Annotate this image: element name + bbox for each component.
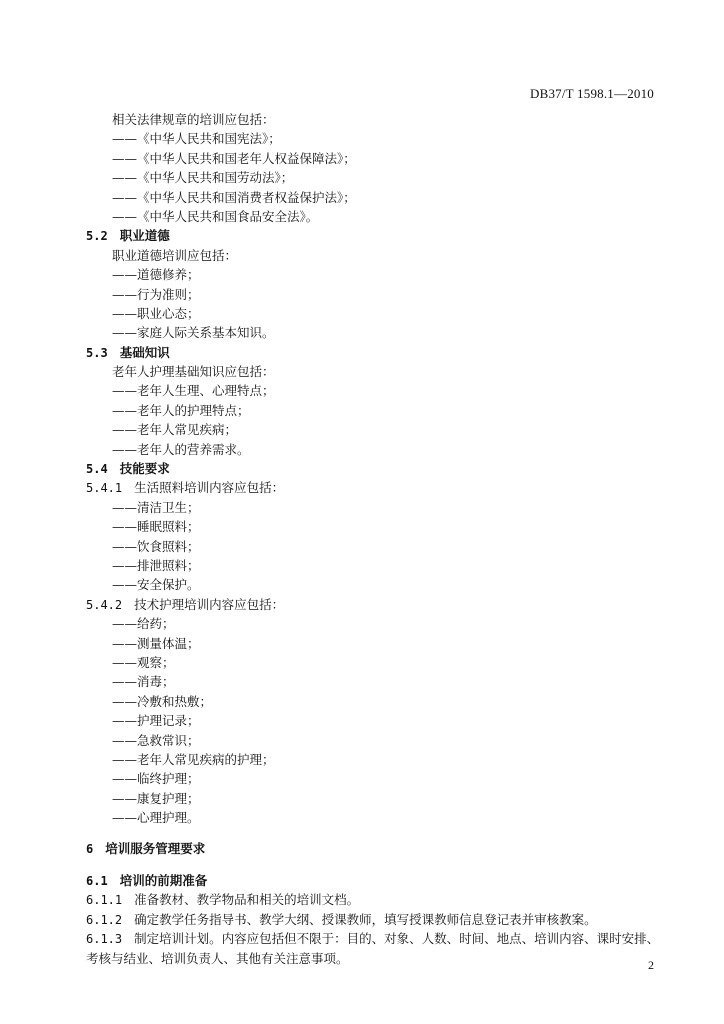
section-number: 6.1.3 [86,932,123,947]
list-item: ——《中华人民共和国食品安全法》。 [112,208,319,224]
subsection-6-1-1 [86,890,666,909]
section-number: 6.1.2 [86,912,123,927]
subsection-5-4-1 [86,478,666,497]
list-item: ——睡眠照料； [112,519,200,535]
spacer [86,827,666,839]
list-item: ——清洁卫生； [112,499,200,515]
list-item: ——《中华人民共和国宪法》； [112,131,281,147]
subsection-text: 生活照料培训内容应包括： [134,480,285,496]
spacer [86,859,666,871]
list-item: ——康复护理； [112,790,200,806]
section-title: 培训服务管理要求 [105,841,206,857]
list-item: ——行为准则； [112,286,200,302]
list-item: ——饮食照料； [112,538,200,554]
list-item: ——安全保护。 [112,577,200,593]
list-item: ——护理记录； [112,713,200,729]
section-number: 6.1 [86,873,108,888]
section-heading-6-1 [86,871,666,890]
subsection-5-4-2 [86,595,666,614]
subsection-text: 技术护理培训内容应包括： [134,596,285,612]
list-item: ——观察； [112,654,175,670]
list-item: ——冷敷和热敷； [112,693,213,709]
subsection-6-1-2 [86,910,666,929]
section-number: 5.2 [86,229,108,244]
list-item: ——老年人常见疾病； [112,422,238,438]
section-intro: 职业道德培训应包括： [112,247,238,263]
list-item: ——《中华人民共和国劳动法》； [112,170,294,186]
section-number: 6 [86,842,94,857]
document-code: DB37/T 1598.1—2010 [530,86,654,101]
page-number: 2 [648,958,654,972]
list-item: ——道德修养； [112,267,200,283]
section-heading-5-2 [86,226,666,245]
list-item: ——家庭人际关系基本知识。 [112,325,275,341]
section-title: 职业道德 [119,228,170,244]
list-item: ——《中华人民共和国消费者权益保护法》； [112,189,356,205]
subsection-text: 确定教学任务指导书、教学大纲、授课教师，填写授课教师信息登记表并审核教案。 [134,911,597,927]
subsection-text: 准备教材、教学物品和相关的培训文档。 [134,892,360,908]
chapter-heading-6 [86,839,666,858]
list-item: ——消毒； [112,674,175,690]
section-heading-5-3 [86,343,666,362]
section-title: 技能要求 [119,461,170,477]
subsection-text: 制定培训计划。内容应包括但不限于：目的、对象、人数、时间、地点、培训内容、课时安排、考核与结业、培训负责人、其他有关注意事项。 [86,931,660,967]
section-number: 6.1.1 [86,893,123,908]
section-title: 基础知识 [119,344,170,360]
list-item: ——排泄照料； [112,557,200,573]
section-number: 5.4 [86,462,108,477]
list-item: ——老年人的营养需求。 [112,441,250,457]
section-number: 5.4.2 [86,597,123,612]
list-item: ——给药； [112,616,175,632]
section-intro: 老年人护理基础知识应包括： [112,364,275,380]
list-item: ——测量体温； [112,635,200,651]
list-item: ——老年人生理、心理特点； [112,383,275,399]
section-number: 5.4.1 [86,481,123,496]
section-title: 培训的前期准备 [119,872,208,888]
section-heading-5-4 [86,459,666,478]
list-item: ——急救常识； [112,732,200,748]
list-item: ——职业心态； [112,305,200,321]
list-item: ——《中华人民共和国老年人权益保障法》； [112,150,356,166]
subsection-6-1-3 [86,929,666,969]
list-item: ——心理护理。 [112,810,200,826]
document-body [86,110,666,969]
list-item: ——老年人的护理特点； [112,402,250,418]
section-number: 5.3 [86,345,108,360]
list-item: ——老年人常见疾病的护理； [112,751,275,767]
list-item: ——临终护理； [112,771,200,787]
laws-intro: 相关法律规章的培训应包括： [112,112,275,127]
